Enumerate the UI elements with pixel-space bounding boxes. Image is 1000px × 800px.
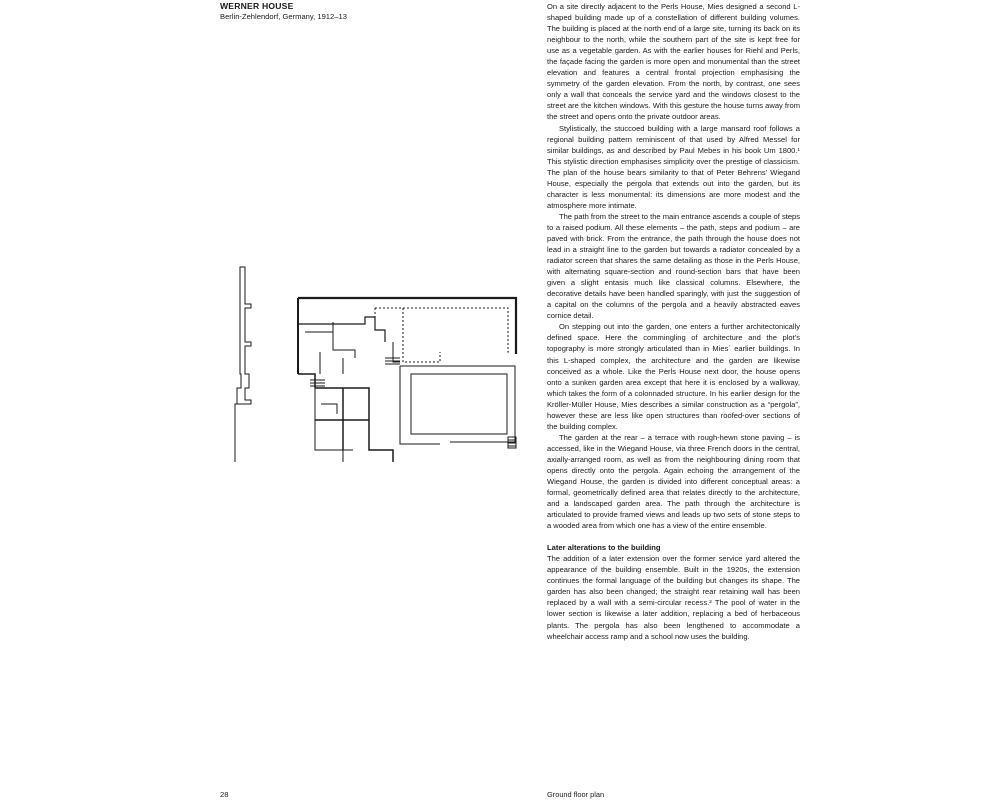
ground-floor-plan	[225, 262, 525, 462]
body-paragraph: The garden at the rear – a terrace with rough-hewn stone paving – is accessed, like in the Wiegand House, via three French doors in the central, axially-arranged room, as well as from the neighbouring dining room that opens directly onto the pergola. Again echoing the arrangement of the Wiegand House, the garden is divided into different conceptual areas: a formal, geometrically defined area that relates directly to the architecture, and a landscaped garden area. The path through the architecture is articulated to provide framed views and leads up two sets of stone steps to a wooded area from which one has a view of the entire ensemble.	[547, 432, 800, 531]
body-paragraph: The addition of a later extension over the former service yard altered the appearance of the building ensemble. Built in the 1920s, the extension continues the formal language of the building but changes its shape. The garden has also been changed; the straight rear retaining wall has been replaced by a wall with a semi-circular recess.² The pool of water in the lower section is likewise a later addition, replacing a bed of herbaceous plants. The pergola has also been lengthened to accommodate a wheelchair access ramp and a school now uses the building.	[547, 554, 800, 641]
body-paragraph: The path from the street to the main entrance ascends a couple of steps to a raised podium. All these elements – the path, steps and podium – are paved with brick. From the entrance, the path through the house does not lead in a straight line to the garden but towards a radiator concealed by a radiator screen that shares the same detailing as those in the Perls House, with alternating square-section and round-section bars that have been given a slight entasis much like classical columns. Elsewhere, the decorative details have been handled sparingly, with just the suggestion of a capital on the columns of the pergola and a heavily abstracted eaves cornice detail.	[547, 211, 800, 321]
body-paragraph: Stylistically, the stuccoed building with a large mansard roof follows a regional building pattern reminiscent of that used by Alfred Messel for similar buildings, as and described by Paul Mebes in his book Um 1800.¹ This stylistic direction emphasises simplicity over the prestige of classicism. The plan of the house bears similarity to that of Peter Behrens’ Wiegand House, especially the pergola that extends out into the garden, but its character is less monumental: its dimensions are more modest and the atmosphere more intimate.	[547, 123, 800, 210]
figure-caption: Ground floor plan	[547, 790, 605, 799]
body-paragraph: On a site directly adjacent to the Perls House, Mies designed a second L-shaped building made up of a constellation of different building volumes. The building is placed at the north end of a large site, turning its back on its neighbour to the north, while the southern part of the site is kept free for use as a vegetable garden. As with the earlier houses for Riehl and Perls, the façade facing the garden is more open and monumental than the street elevation and features a central frontal projection emphasising the symmetry of the garden elevation. From the north, by contrast, one sees only a wall that conceals the service yard and the windows closest to the street are the kitchen windows. With this gesture the house turns away from the street and opens onto the private outdoor areas.	[547, 2, 800, 122]
page-title: WERNER HOUSE	[220, 1, 294, 11]
page-subtitle: Berlin-Zehlendorf, Germany, 1912–13	[220, 12, 347, 21]
section-heading: Later alterations to the building	[547, 543, 661, 553]
body-paragraph: On stepping out into the garden, one enters a further architectonically defined space. Here the commingling of architecture and the plot’s topography is more strongly articulated than in Mies´ earlier buildings. In this L-shaped complex, the architecture and the garden are likewise conceived as a whole. Like the Perls House next door, the house opens onto a sunken garden area except that here it is enclosed by a walkway, which takes the form of a colonnaded structure. In his earlier design for the Kröller-Müller House, Mies describes a similar construction as a “pergola”, however these are less like open structures than roofed-over sections of the building complex.	[547, 322, 800, 431]
page-number: 28	[220, 790, 229, 799]
article-body	[547, 1, 800, 642]
